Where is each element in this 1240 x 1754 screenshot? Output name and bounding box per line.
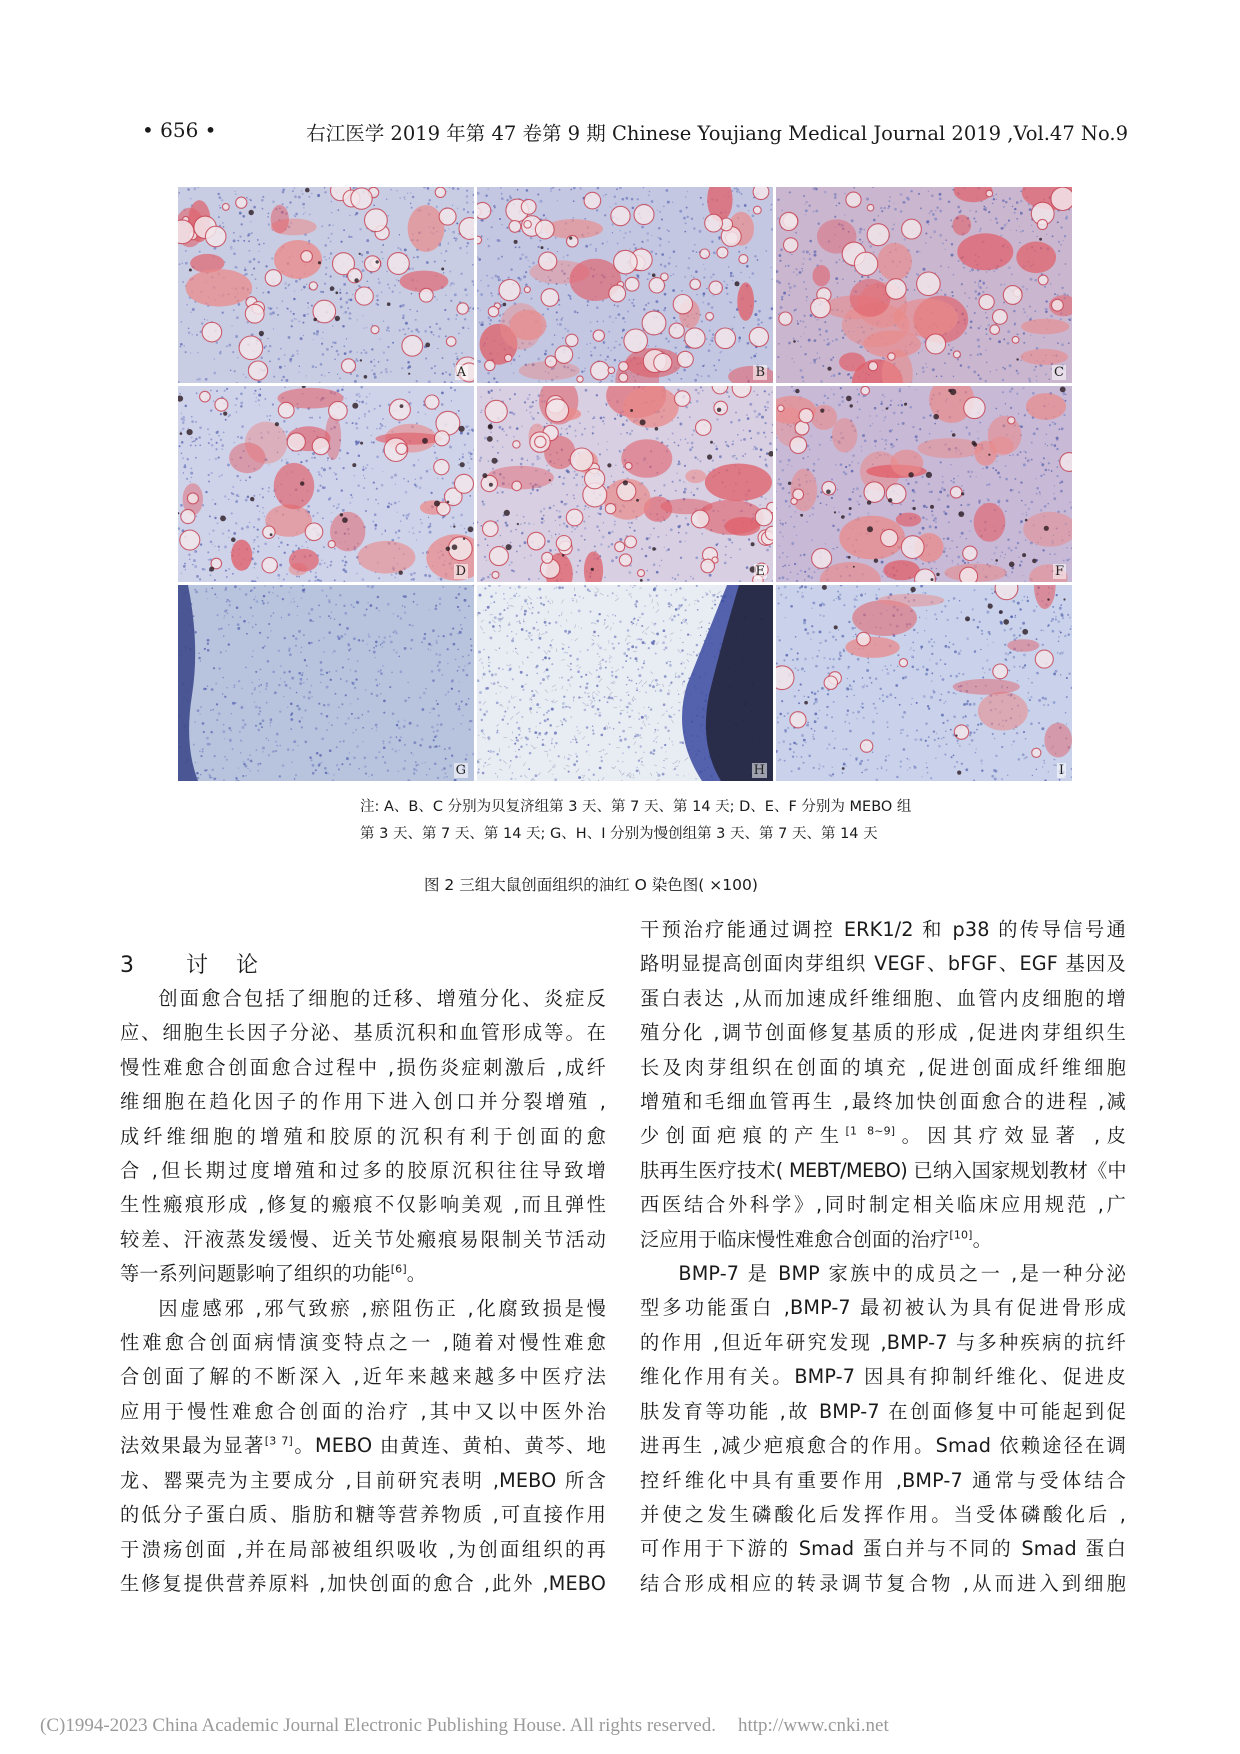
paragraph-line: 肤发育等功能 ,故 BMP-7 在创面修复中可能起到促	[640, 1399, 1126, 1423]
journal-title: 右江医学 2019 年第 47 卷第 9 期 Chinese Youjiang Medical Journal 2019 ,Vol.47 No.9	[306, 122, 1128, 145]
micrograph-image-e	[477, 386, 773, 582]
paragraph-line: BMP-7 是 BMP 家族中的成员之一 ,是一种分泌	[678, 1262, 1126, 1286]
paragraph-line: 较差、汗液蒸发缓慢、近关节处瘢痕易限制关节活动	[120, 1227, 606, 1251]
panel-label: I	[1058, 763, 1064, 778]
panel-label: D	[455, 564, 466, 579]
paragraph-line: 干预治疗能通过调控 ERK1/2 和 p38 的传导信号通	[640, 918, 1126, 941]
copyright-text: (C)1994-2023 China Academic Journal Electronic Publishing House. All rights reserved.	[40, 1715, 716, 1736]
citation: [3 7]	[264, 1434, 293, 1448]
footer-url: http://www.cnki.net	[737, 1715, 889, 1736]
micrograph-panel-e	[477, 386, 773, 582]
left-column	[120, 982, 606, 1601]
figure-note-line-1: 注: A、B、C 分别为贝复济组第 3 天、第 7 天、第 14 天; D、E、F 分别为 MEBO 组	[360, 799, 912, 815]
paragraph-line: 应、细胞生长因子分泌、基质沉积和血管形成等。在	[120, 1021, 606, 1045]
micrograph-panel-g	[178, 585, 474, 781]
section-number: 3	[120, 953, 134, 978]
citation: [10]	[949, 1228, 973, 1242]
paragraph-line: 维细胞在趋化因子的作用下进入创口并分裂增殖 ,	[120, 1090, 606, 1114]
paragraph-line: 型多功能蛋白 ,BMP-7 最初被认为具有促进骨形成	[640, 1296, 1126, 1320]
citation: [6]	[390, 1262, 407, 1276]
paragraph-line	[640, 1223, 1126, 1257]
running-header	[142, 118, 1128, 154]
section-title: 讨 论	[186, 953, 258, 978]
right-column	[640, 913, 1126, 1601]
paragraph-line: 控纤维化中具有重要作用 ,BMP-7 通常与受体结合	[640, 1468, 1126, 1492]
micrograph-image-d	[178, 386, 474, 582]
paragraph-line: 性难愈合创面病情演变特点之一 ,随着对慢性难愈	[120, 1331, 606, 1355]
paragraph-line: 增殖和毛细血管再生 ,最终加快创面愈合的进程 ,减	[640, 1090, 1126, 1114]
panel-label: C	[1054, 365, 1064, 380]
citation: [1 8~9]	[845, 1125, 896, 1139]
page-number: • 656 •	[142, 118, 217, 142]
paragraph-line: 合 ,但长期过度增殖和过多的胶原沉积往往导致增	[120, 1159, 606, 1183]
paragraph-line: 路明显提高创面肉芽组织 VEGF、bFGF、EGF 基因及	[640, 952, 1126, 976]
micrograph-panel-a	[178, 187, 474, 383]
micrograph-image-b	[477, 187, 773, 383]
paragraph-line	[640, 1119, 1126, 1153]
paragraph-line: 合创面了解的不断深入 ,近年来越来越多中医疗法	[120, 1365, 606, 1389]
panel-label: A	[456, 365, 466, 380]
line-text: 泛应用于临床慢性难愈合创面的治疗	[640, 1227, 950, 1251]
paragraph-line: 于溃疡创面 ,并在局部被组织吸收 ,为创面组织的再	[120, 1537, 606, 1561]
micrograph-image-i	[776, 585, 1072, 781]
copyright-footer	[40, 1715, 889, 1737]
micrograph-panel-b	[477, 187, 773, 383]
paragraph-line: 西医结合外科学》,同时制定相关临床应用规范 ,广	[640, 1193, 1126, 1217]
paragraph-line: 长及肉芽组织在创面的填充 ,促进创面成纤维细胞	[640, 1055, 1126, 1079]
micrograph-panel-c	[776, 187, 1072, 383]
panel-label: B	[755, 365, 765, 380]
figure-caption: 图 2 三组大鼠创面组织的油红 O 染色图( ×100)	[424, 876, 758, 894]
paragraph-line: 维化作用有关。BMP-7 因具有抑制纤维化、促进皮	[640, 1365, 1126, 1389]
panel-label: F	[1054, 564, 1064, 579]
paragraph-line: 并使之发生磷酸化后发挥作用。当受体磷酸化后 ,	[640, 1502, 1126, 1526]
line-tail: 。	[406, 1262, 427, 1286]
micrograph-image-g	[178, 585, 474, 781]
paragraph-line	[120, 1257, 606, 1291]
micrograph-image-a	[178, 187, 474, 383]
figure-note-line-2: 第 3 天、第 7 天、第 14 天; G、H、I 分别为慢创组第 3 天、第 7 天、第 14 天	[360, 826, 878, 842]
line-tail: 。MEBO 由黄连、黄柏、黄芩、地	[292, 1434, 606, 1458]
paragraph-line: 的低分子蛋白质、脂肪和糖等营养物质 ,可直接作用	[120, 1503, 606, 1527]
line-text: 等一系列问题影响了组织的功能	[120, 1262, 391, 1286]
paragraph-line: 进再生 ,减少疤痕愈合的作用。Smad 依赖途径在调	[640, 1434, 1126, 1458]
paragraph-line: 成纤维细胞的增殖和胶原的沉积有利于创面的愈	[120, 1124, 606, 1148]
paragraph-line: 龙、罂粟壳为主要成分 ,目前研究表明 ,MEBO 所含	[120, 1468, 606, 1492]
paragraph-line: 因虚感邪 ,邪气致瘀 ,瘀阻伤正 ,化腐致损是慢	[158, 1296, 606, 1320]
panel-label: E	[755, 564, 765, 579]
micrograph-panel-i	[776, 585, 1072, 781]
paragraph-line: 创面愈合包括了细胞的迁移、增殖分化、炎症反	[158, 987, 606, 1010]
paragraph-line: 蛋白表达 ,从而加速成纤维细胞、血管内皮细胞的增	[640, 986, 1126, 1010]
micrograph-image-f	[776, 386, 1072, 582]
section-heading	[120, 948, 258, 979]
micrograph-image-h	[477, 585, 773, 781]
micrograph-panel-d	[178, 386, 474, 582]
figure-2-micrograph-grid	[178, 187, 1072, 781]
paragraph-line: 的作用 ,但近年研究发现 ,BMP-7 与多种疾病的抗纤	[640, 1330, 1126, 1354]
paragraph-line: 慢性难愈合创面愈合过程中 ,损伤炎症刺激后 ,成纤	[120, 1055, 606, 1079]
panel-label: G	[455, 763, 466, 778]
line-tail: 。	[972, 1227, 992, 1251]
micrograph-image-c	[776, 187, 1072, 383]
paragraph-line: 可作用于下游的 Smad 蛋白并与不同的 Smad 蛋白	[640, 1537, 1126, 1561]
paragraph-line	[120, 1429, 606, 1463]
paragraph-line: 生性瘢痕形成 ,修复的瘢痕不仅影响美观 ,而且弹性	[120, 1193, 606, 1217]
micrograph-panel-h	[477, 585, 773, 781]
panel-label: H	[753, 763, 765, 778]
line-text: 法效果最为显著	[120, 1434, 265, 1458]
paragraph-line: 殖分化 ,调节创面修复基质的形成 ,促进肉芽组织生	[640, 1021, 1126, 1045]
paragraph-line: 应用于慢性难愈合创面的治疗 ,其中又以中医外治	[120, 1399, 606, 1423]
line-tail: 。因其疗效显著 ,皮	[895, 1124, 1127, 1148]
micrograph-panel-f	[776, 386, 1072, 582]
paragraph-line: 结合形成相应的转录调节复合物 ,从而进入到细胞	[640, 1571, 1126, 1595]
paragraph-line: 生修复提供营养原料 ,加快创面的愈合 ,此外 ,MEBO	[120, 1571, 606, 1595]
paragraph-line: 肤再生医疗技术( MEBT/MEBO) 已纳入国家规划教材《中	[640, 1158, 1126, 1182]
line-text: 少创面疤痕的产生	[640, 1124, 846, 1148]
